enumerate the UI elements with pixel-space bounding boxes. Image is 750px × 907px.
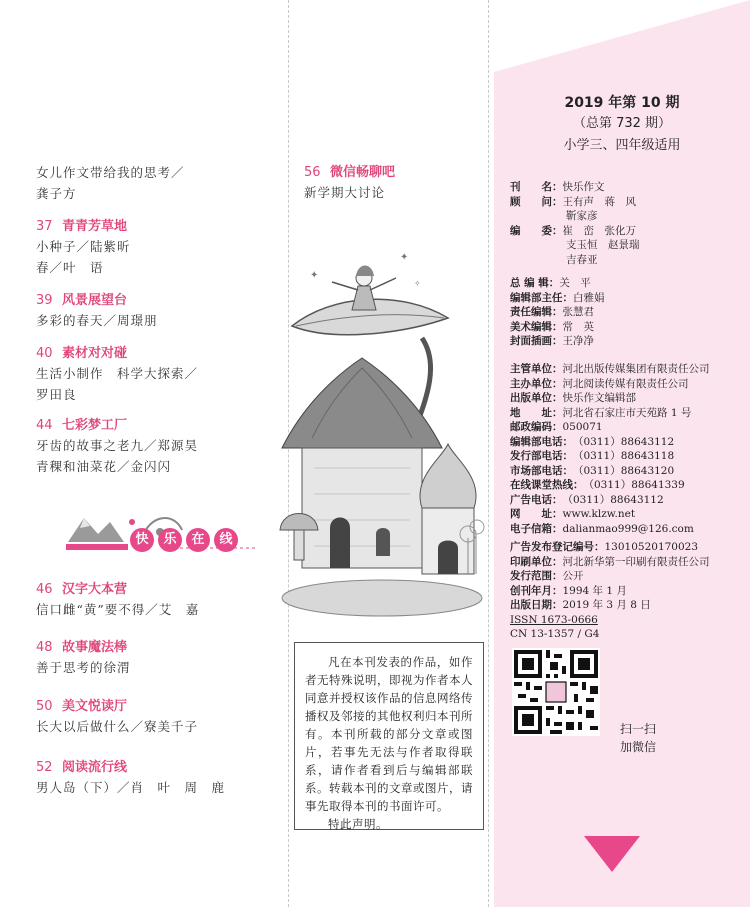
toc-entry[interactable] — [36, 413, 286, 477]
toc-entry[interactable] — [36, 635, 286, 678]
website-link[interactable]: www.klzw.net — [562, 508, 636, 520]
info-key: 广告发布登记编号： — [510, 541, 605, 553]
info-value: 支玉恒 赵景瑞 — [566, 239, 640, 251]
toc-section-title: 素材对对碰 — [62, 346, 128, 361]
toc-item: 新学期大讨论 — [304, 185, 386, 200]
info-value: 靳家彦 — [566, 210, 598, 222]
info-key: 网 址： — [510, 508, 563, 520]
toc-page-number: 37 — [36, 219, 53, 234]
cn-number: CN 13-1357 / G4 — [510, 628, 600, 640]
svg-text:✧: ✧ — [414, 279, 421, 288]
editors-block — [510, 276, 605, 349]
toc-section-title: 七彩梦工厂 — [62, 418, 128, 433]
info-value: 公开 — [562, 570, 584, 582]
toc-entry[interactable] — [36, 162, 286, 204]
info-key: 主办单位： — [510, 377, 563, 390]
masthead-block — [510, 180, 640, 267]
copyright-notice — [294, 642, 484, 830]
toc-item: 龚子方 — [36, 186, 77, 201]
toc-entry[interactable] — [36, 214, 286, 278]
info-value: （0311）88643120 — [573, 464, 675, 477]
toc-item: 青稞和油菜花／金闪闪 — [36, 459, 172, 474]
banner-char: 在 — [186, 528, 210, 552]
info-key: 发行范围： — [510, 570, 563, 582]
info-value: 河北阅读传媒有限责任公司 — [562, 377, 689, 390]
email-link[interactable]: dalianmao999@126.com — [562, 522, 694, 535]
toc-item: 信口雌“黄”要不得／艾 嘉 — [36, 602, 200, 617]
toc-entry[interactable] — [36, 341, 286, 405]
info-value: （0311）88643112 — [573, 435, 675, 448]
info-value: 13010520170023 — [604, 541, 699, 553]
banner-char: 乐 — [158, 528, 182, 552]
svg-text:✦: ✦ — [310, 270, 319, 281]
toc-entry[interactable] — [36, 755, 286, 798]
toc-item: 春／叶 语 — [36, 260, 104, 275]
info-value: 张慧君 — [562, 306, 594, 318]
info-value: （0311）88643112 — [562, 493, 664, 506]
info-key: 美术编辑： — [510, 320, 563, 333]
issue-grade: 小学三、四年级适用 — [563, 138, 681, 153]
issue-total: （总第 732 期） — [572, 116, 672, 131]
toc-item: 男人岛（下）／肖 叶 周 鹿 — [36, 780, 226, 795]
info-key: 市场部电话： — [510, 464, 573, 477]
toc-item: 生活小制作 科学大探索／ — [36, 366, 199, 381]
mushroom-house-illustration-icon — [272, 238, 492, 628]
info-value: 常 英 — [562, 320, 594, 333]
info-value: （0311）88643118 — [573, 450, 675, 462]
svg-text:✦: ✦ — [400, 252, 409, 263]
issn: ISSN 1673-0666 — [510, 613, 598, 626]
info-key: 地 址： — [510, 406, 563, 419]
toc-page-number: 44 — [36, 418, 53, 433]
issue-number: 2019 年第 10 期 — [564, 95, 680, 111]
toc-entry[interactable] — [36, 577, 286, 620]
info-value: 王有声 蒋 风 — [562, 195, 636, 208]
toc-section-title: 微信畅聊吧 — [330, 165, 396, 180]
toc-section-title: 阅读流行线 — [62, 760, 128, 775]
info-value: 河北省石家庄市天苑路 1 号 — [562, 406, 692, 419]
toc-section-title: 汉字大本营 — [62, 582, 128, 597]
info-value: 050071 — [562, 421, 603, 433]
toc-item: 善于思考的徐渭 — [36, 660, 131, 675]
info-key: 编辑部主任： — [510, 291, 573, 304]
toc-entry[interactable] — [36, 694, 286, 737]
toc-page-number: 40 — [36, 346, 53, 361]
info-value: 快乐作文 — [562, 181, 605, 193]
notice-closing: 特此声明。 — [328, 817, 388, 831]
info-value: 1994 年 1 月 — [562, 584, 627, 597]
toc-item: 多彩的春天／周璟朋 — [36, 313, 158, 328]
toc-section-title: 风景展望台 — [62, 293, 128, 308]
wechat-qr-code[interactable] — [512, 648, 600, 736]
info-key: 发行部电话： — [510, 450, 573, 462]
info-value: 白雅娟 — [573, 291, 605, 304]
banner-char: 线 — [214, 528, 238, 552]
toc-section-title: 青青芳草地 — [62, 219, 128, 234]
toc-item: 牙齿的故事之老九／郑源昊 — [36, 438, 199, 453]
toc-item: 罗田良 — [36, 387, 77, 402]
info-value: 河北新华第一印刷有限责任公司 — [562, 555, 710, 568]
toc-entry[interactable] — [36, 288, 286, 331]
info-key: 广告电话： — [510, 493, 563, 506]
toc-section-title: 故事魔法棒 — [62, 640, 128, 655]
toc-section-title: 美文悦读厅 — [62, 699, 128, 714]
toc-page-number: 50 — [36, 699, 53, 714]
toc-page-number: 39 — [36, 293, 53, 308]
info-value: 吉春亚 — [566, 253, 598, 266]
info-value: 崔 峦 张化万 — [562, 224, 636, 237]
toc-item: 小种子／陆紫昕 — [36, 239, 131, 254]
scan-text: 加微信 — [620, 740, 657, 754]
info-key: 出版日期： — [510, 599, 563, 611]
info-value: 快乐作文编辑部 — [562, 392, 636, 404]
info-key: 责任编辑： — [510, 306, 563, 318]
info-key: 刊 名： — [510, 181, 563, 193]
info-value: （0311）88641339 — [583, 479, 685, 491]
registration-block — [510, 540, 710, 642]
panel-corner — [494, 0, 750, 72]
toc-page-number: 52 — [36, 760, 53, 775]
section-banner — [60, 508, 260, 556]
info-value: 河北出版传媒集团有限责任公司 — [562, 363, 710, 375]
qr-code-icon — [514, 650, 598, 734]
info-key: 编辑部电话： — [510, 435, 573, 448]
masthead-panel — [494, 0, 750, 907]
toc-page-number: 56 — [304, 165, 321, 180]
info-key: 创刊年月： — [510, 584, 563, 597]
info-key: 出版单位： — [510, 392, 563, 404]
info-key: 顾 问： — [510, 195, 563, 208]
toc-entry[interactable] — [304, 160, 484, 203]
info-key: 总 编 辑： — [510, 277, 560, 289]
info-key: 电子信箱： — [510, 522, 563, 535]
toc-page-number: 46 — [36, 582, 53, 597]
info-key: 封面插画： — [510, 335, 563, 347]
pink-triangle-icon — [584, 836, 640, 872]
info-key: 主管单位： — [510, 363, 563, 375]
notice-body: 凡在本刊发表的作品，如作者无特殊说明，即视为作者本人同意并授权该作品的信息网络传播权及邻接的其他权利归本刊所有。本刊所载的部分文章或图片，若事先无法与作者取得联系，请作者看到后与编辑部联系。转载本刊的文章或图片，请事先取得本刊的书面许可。 — [305, 655, 473, 813]
info-key: 编 委： — [510, 224, 563, 237]
scan-text: 扫一扫 — [620, 722, 657, 736]
publisher-block — [510, 362, 710, 536]
info-key: 邮政编码： — [510, 421, 563, 433]
info-value: 关 平 — [559, 277, 591, 289]
toc-page-number: 48 — [36, 640, 53, 655]
info-key: 印刷单位： — [510, 555, 563, 568]
toc-item: 长大以后做什么／寮美千子 — [36, 719, 199, 734]
scan-hint — [620, 720, 656, 756]
banner-char: 快 — [130, 528, 154, 552]
info-value: 王净净 — [562, 335, 594, 347]
info-value: 2019 年 3 月 8 日 — [562, 599, 651, 611]
toc-item: 女儿作文带给我的思考／ — [36, 165, 185, 180]
info-key: 在线课堂热线： — [510, 479, 584, 491]
